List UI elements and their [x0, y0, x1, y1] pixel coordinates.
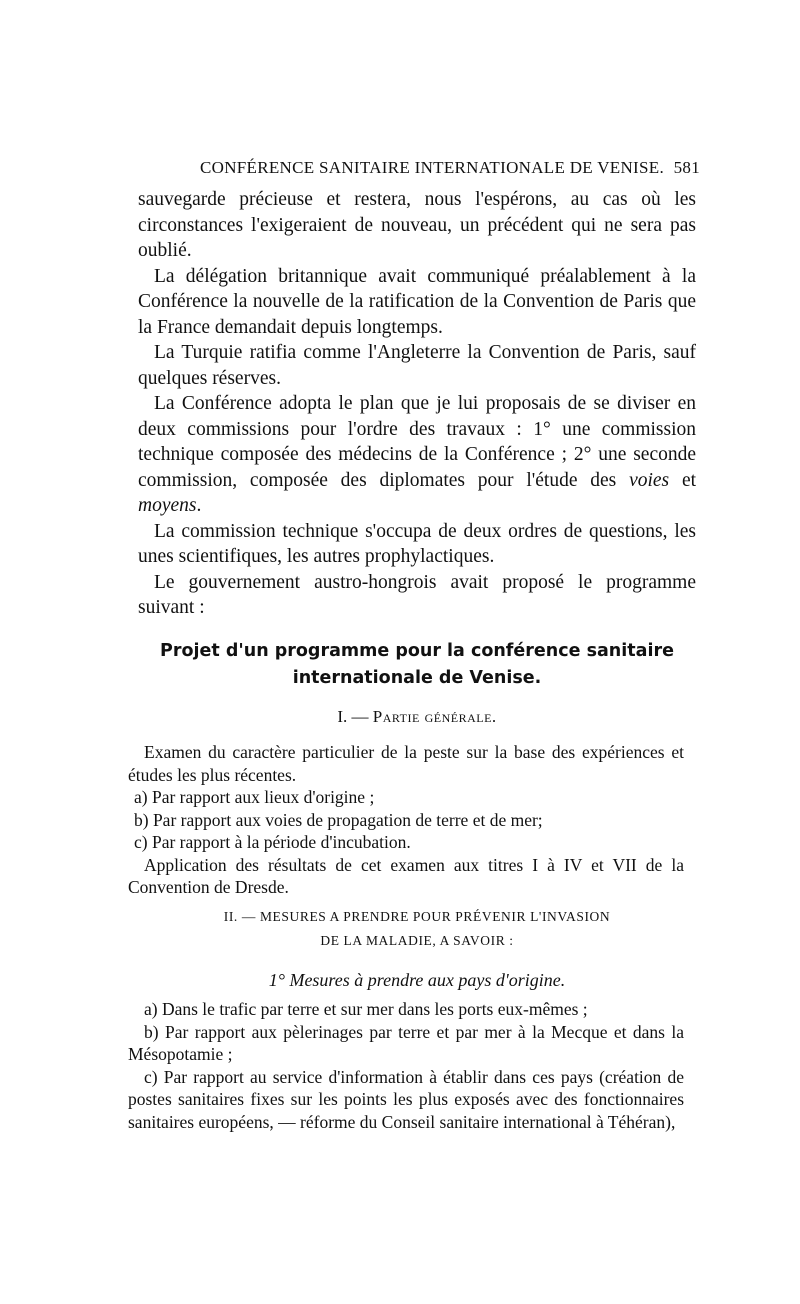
main-text	[138, 187, 696, 621]
program-title	[138, 638, 696, 692]
section-2-item-a: a) Dans le trafic par terre et sur mer dans les ports eux-mêmes ;	[144, 999, 588, 1019]
section-1-number: I. —	[337, 707, 369, 726]
section-2-heading	[138, 905, 696, 953]
section-2-item-c: c) Par rapport au service d'information à établir dans ces pays (création de postes sanitaires fixes sur les points les plus exposés avec des fonctionnaires sanitaires européens, — réforme du Conseil sanitaire international à Téhéran),	[128, 1066, 684, 1132]
section-2-item-b: b) Par rapport aux pèlerinages par terre et par mer à la Mecque et dans la Mésopotamie ;	[128, 1021, 684, 1064]
voies-word: voies	[629, 469, 670, 491]
section-1-item-c: c) Par rapport à la période d'incubation.	[134, 832, 411, 852]
paragraph-1: sauvegarde précieuse et restera, nous l'espérons, au cas où les circonstances l'exigeraient de nouveau, un précédent qui ne sera pas oublié.	[138, 189, 696, 261]
paragraph-4	[138, 391, 696, 519]
program-title-line-1: Projet d'un programme pour la conférence sanitaire	[160, 641, 674, 661]
paragraph-4-end: .	[196, 495, 202, 516]
section-2-line-2: DE LA MALADIE, A SAVOIR :	[320, 933, 514, 948]
section-2-content	[128, 998, 684, 1133]
moyens-word: moyens	[138, 495, 197, 516]
paragraph-2: La délégation britannique avait communiqué préalablement à la Conférence la nouvelle de la ratification de la Convention de Paris que la France demandait depuis longtemps.	[138, 265, 696, 338]
program-title-line-2: internationale de Venise.	[292, 668, 542, 688]
section-1-item-a: a) Par rapport aux lieux d'origine ;	[134, 787, 375, 807]
subsection-1-heading: 1° Mesures à prendre aux pays d'origine.	[268, 970, 566, 990]
running-title: CONFÉRENCE SANITAIRE INTERNATIONALE DE VENISE.	[200, 158, 665, 177]
paragraph-5: La commission technique s'occupa de deux ordres de questions, les unes scientifiques, les autres prophylactiques.	[138, 520, 696, 567]
and-word: et	[681, 469, 697, 491]
section-1-application: Application des résultats de cet examen aux titres I à IV et VII de la Convention de Dresde.	[128, 854, 684, 897]
section-2-line-1: II. — MESURES A PRENDRE POUR PRÉVENIR L'INVASION	[223, 909, 611, 924]
paragraph-3: La Turquie ratifia comme l'Angleterre la Convention de Paris, sauf quelques réserves.	[138, 342, 696, 389]
section-1-intro: Examen du caractère particulier de la peste sur la base des expériences et études les plus récentes.	[128, 742, 684, 785]
section-1-content	[128, 741, 684, 899]
paragraph-6: Le gouvernement austro-hongrois avait proposé le programme suivant :	[138, 571, 696, 618]
page-number: 581	[673, 158, 700, 177]
section-1-heading	[138, 707, 696, 727]
paragraph-4-text: La Conférence adopta le plan que je lui proposais de se diviser en deux commissions pour l'ordre des travaux : 1° une commission technique composée des médecins de la Conférence ; 2° une seconde commission, composée des diplomates pour l'étude des	[138, 393, 696, 491]
section-1-item-b: b) Par rapport aux voies de propagation de terre et de mer;	[134, 809, 543, 830]
section-1-title: Partie générale.	[372, 707, 497, 726]
